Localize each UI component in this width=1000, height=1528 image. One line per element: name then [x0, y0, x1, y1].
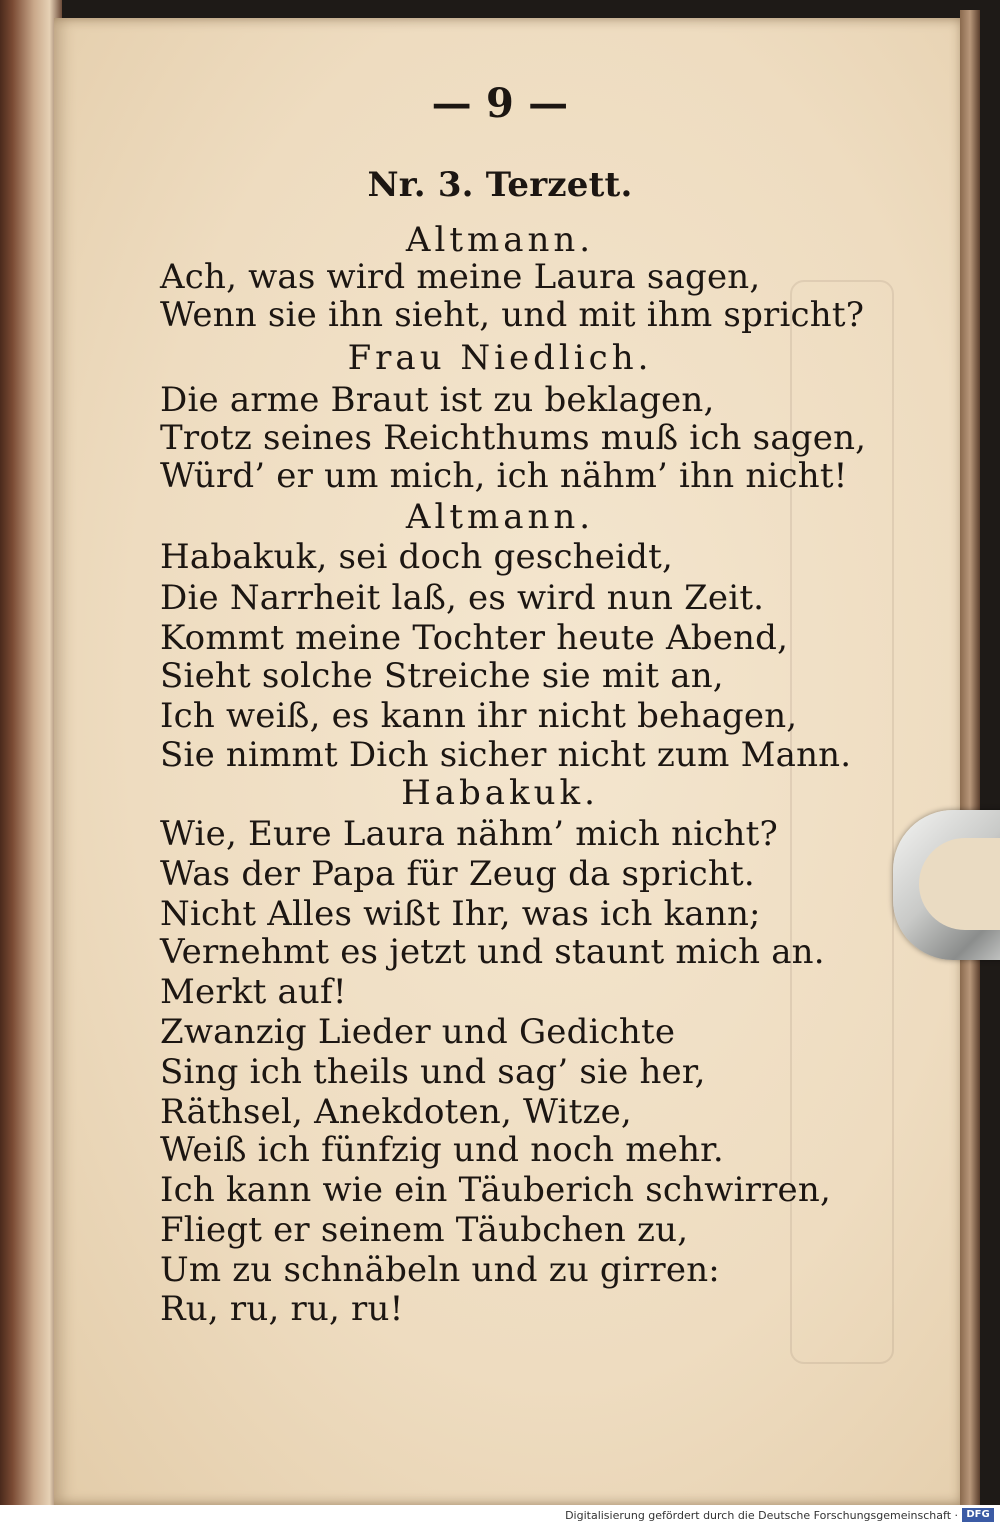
- funding-credit: Digitalisierung gefördert durch die Deutsche Forschungsgemeinschaft ·: [565, 1509, 958, 1522]
- speaker-name: Habakuk.: [401, 773, 599, 813]
- verse-line: Weiß ich fünfzig und noch mehr.: [160, 1130, 724, 1170]
- page-number: — 9 —: [431, 80, 569, 127]
- speaker-name: Altmann.: [405, 220, 595, 260]
- dfg-logo: DFG: [962, 1508, 994, 1522]
- verse-line: Vernehmt es jetzt und staunt mich an.: [160, 932, 825, 972]
- verse-line: Sieht solche Streiche sie mit an,: [160, 656, 724, 696]
- speaker-name: Altmann.: [405, 497, 595, 537]
- verse-line: Sing ich theils und sag’ sie her,: [160, 1052, 706, 1092]
- verse-line: Zwanzig Lieder und Gedichte: [160, 1012, 676, 1052]
- verse-line: Fliegt er seinem Täubchen zu,: [160, 1210, 689, 1250]
- verse-line: Habakuk, sei doch gescheidt,: [160, 537, 674, 577]
- verse-line: Um zu schnäbeln und zu girren:: [160, 1250, 720, 1290]
- verse-line: Ru, ru, ru, ru!: [160, 1289, 404, 1329]
- verse-line: Würd’ er um mich, ich nähm’ ihn nicht!: [160, 456, 848, 496]
- verse-line: Ich weiß, es kann ihr nicht behagen,: [160, 696, 798, 736]
- verse-line: Was der Papa für Zeug da spricht.: [160, 854, 755, 894]
- verse-line: Nicht Alles wißt Ihr, was ich kann;: [160, 894, 761, 934]
- verse-line: Ach, was wird meine Laura sagen,: [160, 257, 761, 297]
- section-heading: Nr. 3. Terzett.: [367, 165, 633, 205]
- verse-line: Ich kann wie ein Täuberich schwirren,: [160, 1170, 831, 1210]
- verse-line: Räthsel, Anekdoten, Witze,: [160, 1092, 632, 1132]
- verse-line: Sie nimmt Dich sicher nicht zum Mann.: [160, 735, 852, 775]
- speaker-name: Frau Niedlich.: [347, 338, 653, 378]
- verse-line: Wenn sie ihn sieht, und mit ihm spricht?: [160, 295, 865, 335]
- verse-line: Trotz seines Reichthums muß ich sagen,: [160, 418, 867, 458]
- verse-line: Kommt meine Tochter heute Abend,: [160, 618, 789, 658]
- verse-line: Die arme Braut ist zu beklagen,: [160, 380, 715, 420]
- verse-line: Die Narrheit laß, es wird nun Zeit.: [160, 578, 765, 618]
- verse-line: Wie, Eure Laura nähm’ mich nicht?: [160, 814, 778, 854]
- verse-line: Merkt auf!: [160, 972, 347, 1012]
